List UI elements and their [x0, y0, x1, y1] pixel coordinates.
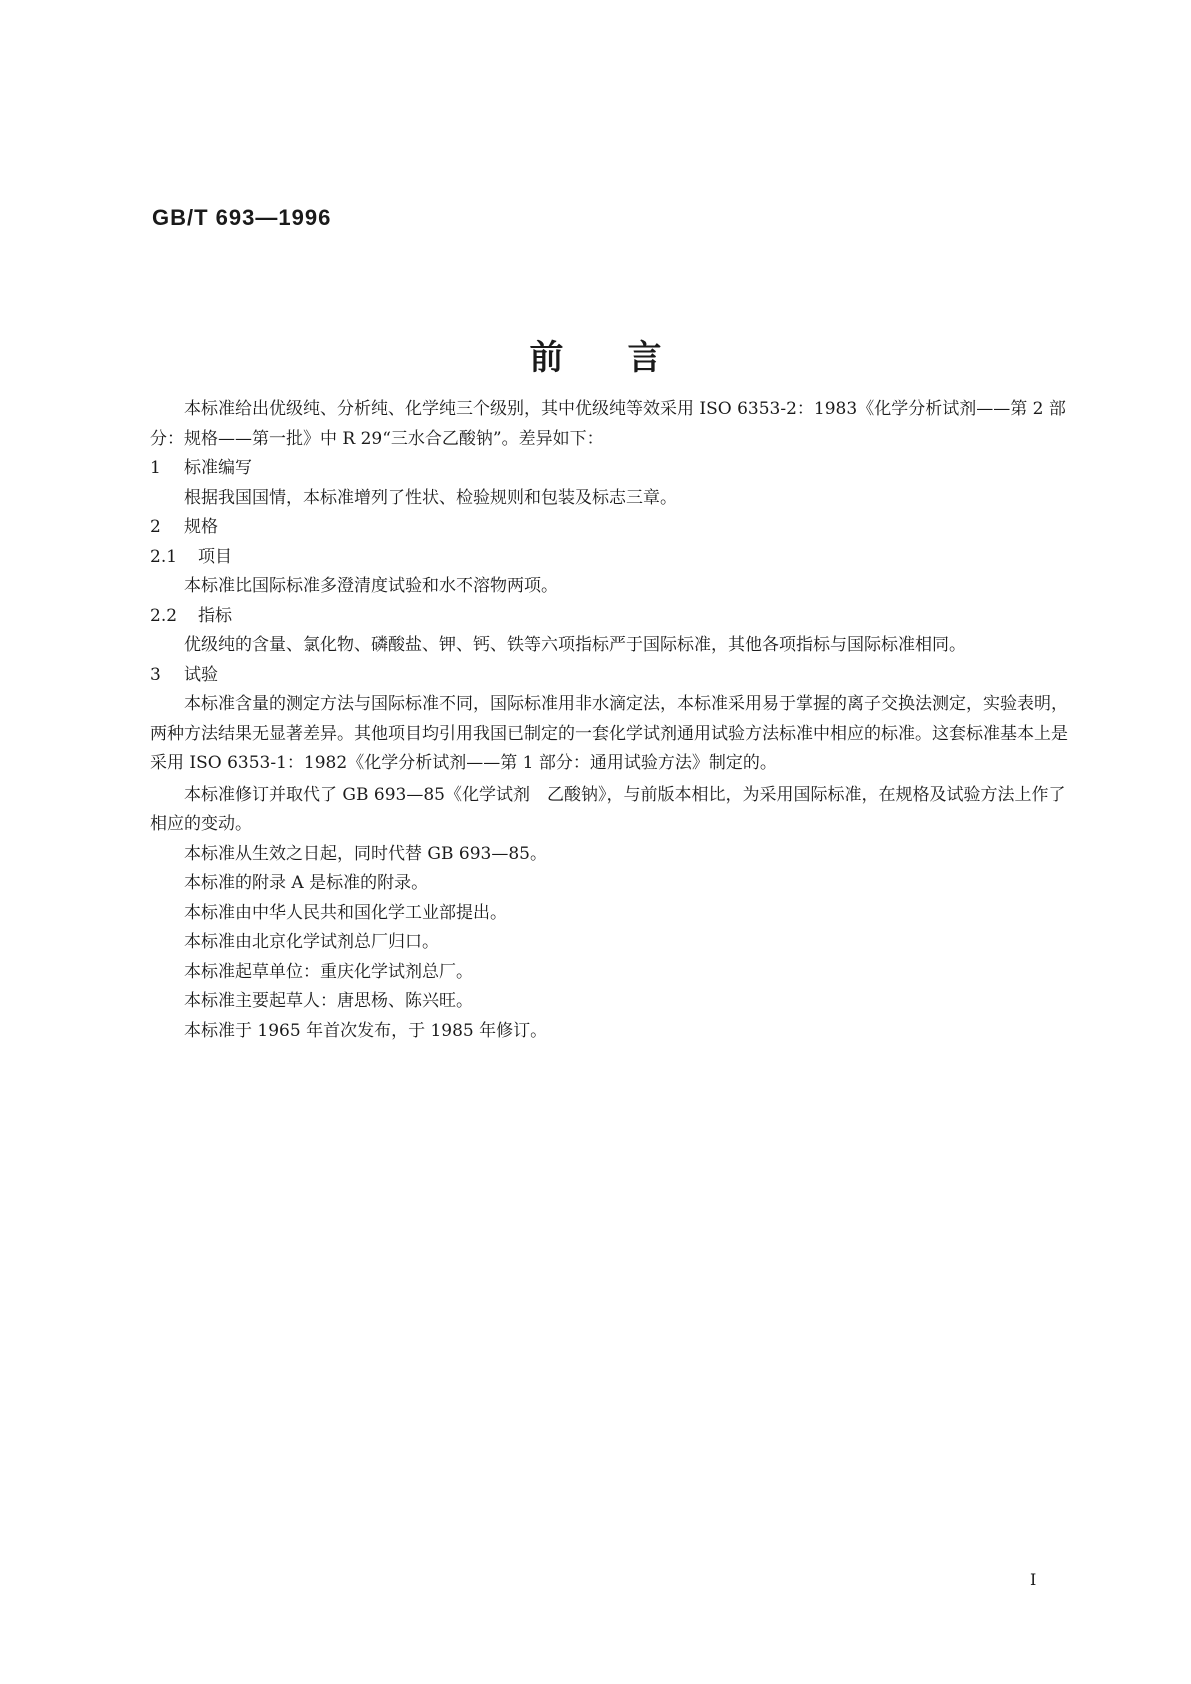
- section-number: 2.1: [150, 546, 178, 567]
- section-number: 2.2: [150, 605, 178, 626]
- section-2-1-heading: [150, 543, 1070, 573]
- history-paragraph: 本标准于 1965 年首次发布，于 1985 年修订。: [184, 1020, 548, 1041]
- revision-paragraph: 本标准修订并取代了 GB 693—85《化学试剂 乙酸钠》，与前版本相比，为采用国际标准，在规格及试验方法上作了相应的变动。: [150, 784, 1066, 834]
- intro-paragraph: 本标准给出优级纯、分析纯、化学纯三个级别，其中优级纯等效采用 ISO 6353-2：1983《化学分析试剂——第 2 部分：规格——第一批》中 R 29“三水合乙酸钠”。差异如下：: [150, 399, 1066, 449]
- section-number: 1: [150, 458, 161, 478]
- centralized-paragraph: 本标准由北京化学试剂总厂归口。: [184, 932, 439, 952]
- drafters-paragraph: 本标准主要起草人：唐思杨、陈兴旺。: [184, 991, 473, 1011]
- effective-paragraph: 本标准从生效之日起，同时代替 GB 693—85。: [184, 843, 547, 864]
- section-2-2-text: 优级纯的含量、氯化物、磷酸盐、钾、钙、铁等六项指标严于国际标准，其他各项指标与国际标准相同。: [184, 635, 966, 655]
- section-2-heading: [150, 513, 1070, 543]
- section-title: 规格: [184, 517, 218, 537]
- section-2-1-text: 本标准比国际标准多澄清度试验和水不溶物两项。: [184, 576, 558, 596]
- section-title: 试验: [184, 664, 218, 685]
- page-title: 前言: [529, 338, 726, 378]
- proposed-paragraph: 本标准由中华人民共和国化学工业部提出。: [184, 902, 507, 923]
- section-title: 指标: [198, 605, 232, 626]
- section-title: 项目: [198, 546, 232, 567]
- section-2-2-heading: [150, 602, 1070, 632]
- section-3-text: 本标准含量的测定方法与国际标准不同，国际标准用非水滴定法，本标准采用易于掌握的离子交换法测定，实验表明，两种方法结果无显著差异。其他项目均引用我国已制定的一套化学试剂通用试验方法标准中相应的标准。这套标准基本上是采用 ISO 6353-1：1982《化学分析试剂——第 1 部分：通用试验方法》制定的。: [150, 694, 1068, 773]
- appendix-paragraph: 本标准的附录 A 是标准的附录。: [184, 873, 429, 893]
- document-body: [150, 395, 1070, 1046]
- standard-code: GB/T 693—1996: [152, 205, 332, 230]
- section-3-heading: [150, 661, 1070, 691]
- drafting-unit-paragraph: 本标准起草单位：重庆化学试剂总厂。: [184, 961, 473, 982]
- section-number: 3: [150, 664, 161, 685]
- page-number: I: [1030, 1570, 1037, 1589]
- section-title: 标准编写: [184, 458, 252, 478]
- section-1-heading: [150, 454, 1070, 484]
- section-number: 2: [150, 517, 161, 537]
- section-1-text: 根据我国国情，本标准增列了性状、检验规则和包装及标志三章。: [184, 487, 677, 508]
